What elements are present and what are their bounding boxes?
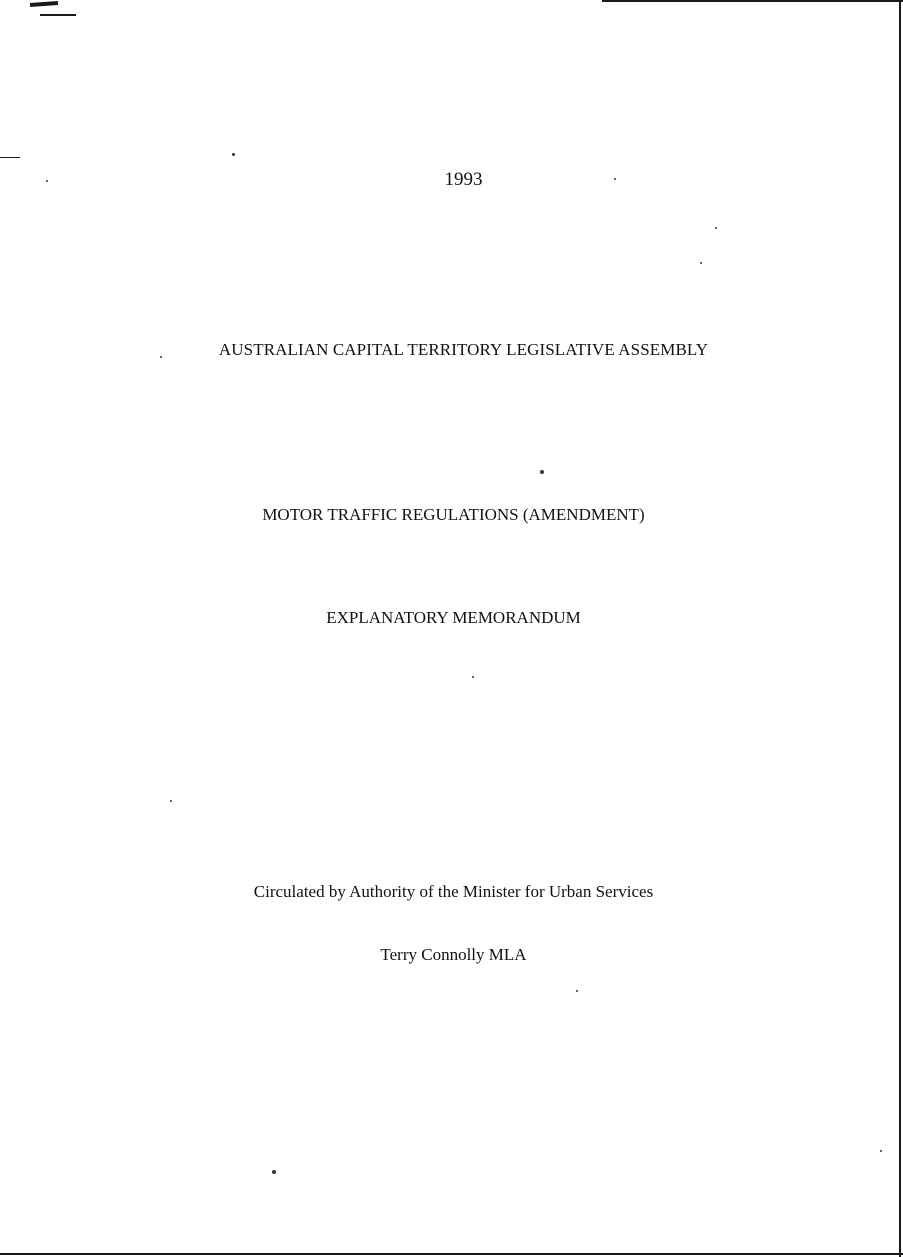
scan-speck	[576, 990, 578, 992]
scan-speck	[540, 470, 544, 474]
scan-speck	[46, 180, 48, 182]
scan-speck	[272, 1170, 276, 1174]
document-year: 1993	[444, 169, 483, 190]
scan-corner-mark	[40, 14, 76, 16]
scan-edge-tick	[0, 157, 20, 158]
scan-edge-top	[602, 0, 903, 2]
scan-speck	[170, 800, 172, 802]
scan-speck	[160, 356, 162, 358]
scan-speck	[715, 227, 717, 229]
document-title: MOTOR TRAFFIC REGULATIONS (AMENDMENT)	[262, 505, 645, 524]
circulation-statement: Circulated by Authority of the Minister for Urban Services	[253, 882, 654, 901]
scan-speck	[472, 676, 474, 678]
scan-speck	[232, 153, 235, 156]
scan-speck	[614, 178, 616, 180]
memorandum-type: EXPLANATORY MEMORANDUM	[326, 608, 581, 627]
scan-speck	[880, 1150, 882, 1152]
scan-edge-bottom	[0, 1253, 903, 1255]
scan-speck	[700, 262, 702, 264]
minister-name: Terry Connolly MLA	[380, 945, 527, 964]
assembly-heading: AUSTRALIAN CAPITAL TERRITORY LEGISLATIVE ASSEMBLY	[218, 340, 709, 359]
scan-corner-mark	[30, 1, 58, 7]
